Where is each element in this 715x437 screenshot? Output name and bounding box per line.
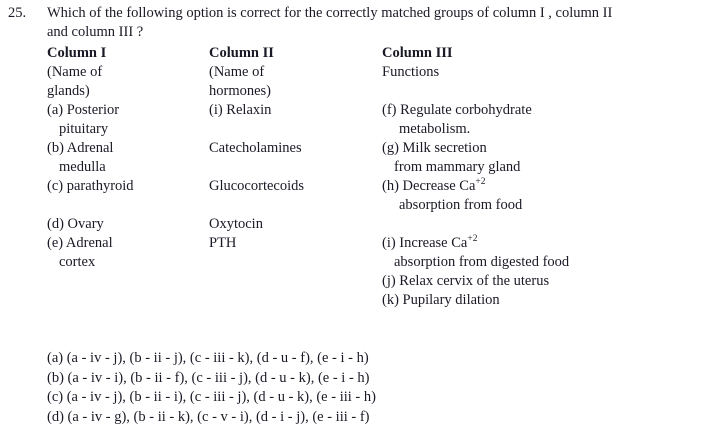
column-line: PTH — [209, 235, 237, 251]
column-line: (g) Milk secretion — [382, 140, 487, 156]
column-line: (i) Increase $Ca^{+2}$ — [382, 234, 478, 251]
question-line: and column III ? — [47, 24, 144, 40]
charge-superscript: +2 — [475, 177, 486, 188]
column-one-body — [47, 63, 212, 272]
column-line — [382, 215, 712, 234]
column-one-header: Column I — [47, 45, 107, 61]
column-two-body — [209, 63, 384, 272]
column-line: (k) Pupilary dilation — [382, 292, 500, 308]
column-line: (c) parathyroid — [47, 178, 134, 194]
column-line: Functions — [382, 64, 440, 80]
answer-option-c[interactable]: (c) (a - iv - j), (b - ii - i), (c - iii - j), (d - u - k), (e - iii - h) — [47, 389, 376, 405]
column-line: absorption from food — [399, 197, 523, 213]
column-line — [209, 253, 384, 272]
column-line: (h) Decrease $Ca^{+2}$ — [382, 177, 486, 194]
column-line: Catecholamines — [209, 140, 302, 156]
column-line: (e) Adrenal — [47, 235, 113, 251]
column-line: (d) Ovary — [47, 216, 104, 232]
question-text — [47, 4, 712, 42]
answer-options — [47, 349, 707, 427]
column-line: metabolism. — [399, 121, 471, 137]
column-line: (Name of — [209, 64, 265, 80]
column-line: medulla — [59, 159, 106, 175]
answer-option-b[interactable]: (b) (a - iv - i), (b - ii - f), (c - iii - j), (d - u - k), (e - i - h) — [47, 369, 370, 386]
column-line: (j) Relax cervix of the uterus — [382, 273, 550, 289]
column-line: absorption from digested food — [394, 254, 570, 270]
column-line — [209, 120, 384, 139]
column-line — [382, 82, 712, 101]
column-line: (f) Regulate corbohydrate — [382, 102, 532, 118]
question-line: Which of the following option is correct for the correctly matched groups of column I , column II — [47, 5, 613, 21]
column-three-body — [382, 63, 712, 310]
column-line: (b) Adrenal — [47, 140, 114, 156]
column-line: hormones) — [209, 83, 272, 99]
column-line — [209, 196, 384, 215]
column-line: from mammary gland — [394, 159, 521, 175]
column-one — [47, 44, 212, 272]
question-number: 25. — [8, 5, 27, 21]
column-line: (i) Relaxin — [209, 102, 272, 118]
column-line: glands) — [47, 83, 90, 99]
column-line: (a) Posterior — [47, 102, 120, 118]
answer-option-a[interactable]: (a) (a - iv - j), (b - ii - j), (c - iii - k), (d - u - f), (e - i - h) — [47, 350, 369, 366]
column-two — [209, 44, 384, 272]
column-three — [382, 44, 712, 310]
column-line — [209, 158, 384, 177]
charge-superscript: +2 — [467, 234, 478, 245]
column-three-header: Column III — [382, 45, 453, 61]
column-two-header: Column II — [209, 45, 274, 61]
answer-option-d[interactable]: (d) (a - iv - g), (b - ii - k), (c - v - i), (d - i - j), (e - iii - f) — [47, 408, 370, 425]
column-line: cortex — [59, 254, 96, 270]
column-line — [47, 196, 212, 215]
column-line: pituitary — [59, 121, 109, 137]
column-line: Oxytocin — [209, 216, 263, 232]
column-line: Glucocortecoids — [209, 178, 305, 194]
column-line: (Name of — [47, 64, 103, 80]
